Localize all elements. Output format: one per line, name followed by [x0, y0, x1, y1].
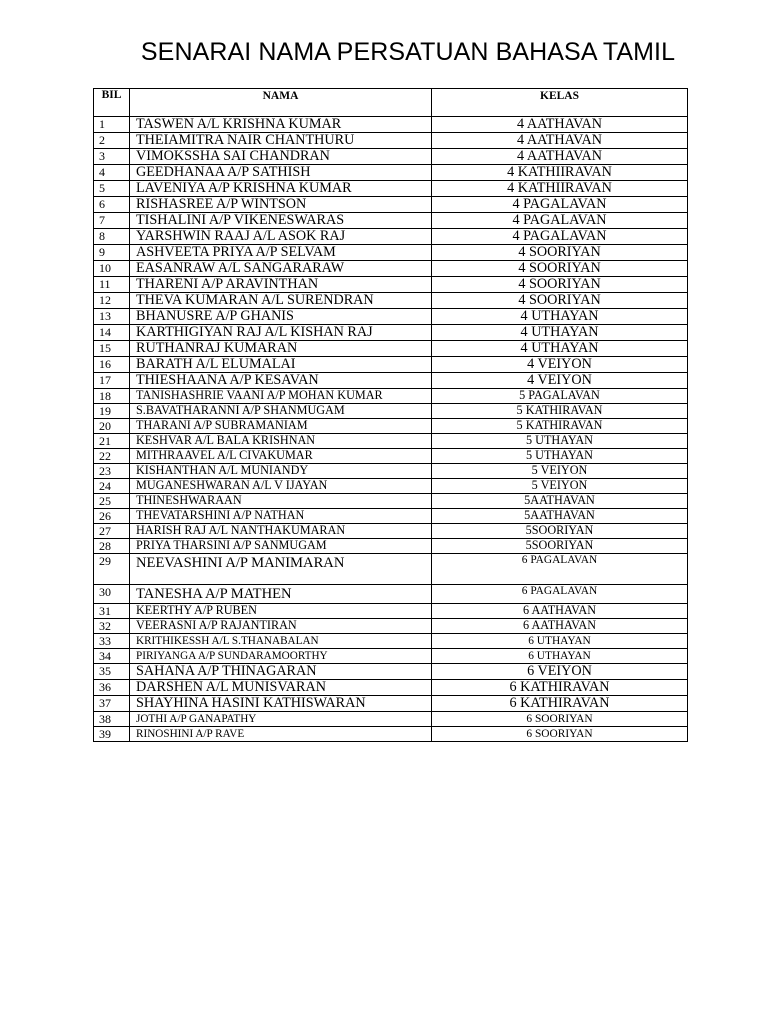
row-number: 4: [94, 165, 130, 181]
row-number: 24: [94, 479, 130, 494]
row-name: RINOSHINI A/P RAVE: [130, 727, 432, 742]
row-class: 5 UTHAYAN: [432, 434, 688, 449]
row-class: 5 VEIYON: [432, 464, 688, 479]
row-number: 3: [94, 149, 130, 165]
row-name: THINESHWARAAN: [130, 494, 432, 509]
row-name: KESHVAR A/L BALA KRISHNAN: [130, 434, 432, 449]
table-row: [94, 229, 688, 245]
header-nama: NAMA: [130, 89, 432, 117]
table-header-row: [94, 89, 688, 117]
row-number: 38: [94, 712, 130, 727]
table-row: [94, 649, 688, 664]
table-row: [94, 524, 688, 539]
row-name: YARSHWIN RAAJ A/L ASOK RAJ: [130, 229, 432, 245]
table-row: [94, 696, 688, 712]
row-class: 5 VEIYON: [432, 479, 688, 494]
table-row: [94, 419, 688, 434]
table-row: [94, 117, 688, 133]
row-number: 10: [94, 261, 130, 277]
table-row: [94, 325, 688, 341]
row-name: THEVA KUMARAN A/L SURENDRAN: [130, 293, 432, 309]
row-name: MUGANESHWARAN A/L V IJAYAN: [130, 479, 432, 494]
row-name: EASANRAW A/L SANGARARAW: [130, 261, 432, 277]
row-number: 18: [94, 389, 130, 404]
row-name: VEERASNI A/P RAJANTIRAN: [130, 619, 432, 634]
table-row: [94, 133, 688, 149]
row-number: 20: [94, 419, 130, 434]
row-name: VIMOKSSHA SAI CHANDRAN: [130, 149, 432, 165]
table-row: [94, 509, 688, 524]
row-number: 14: [94, 325, 130, 341]
table-row: [94, 357, 688, 373]
table-row: [94, 293, 688, 309]
row-class: 5AATHAVAN: [432, 494, 688, 509]
row-name: TANISHASHRIE VAANI A/P MOHAN KUMAR: [130, 389, 432, 404]
member-table: [93, 88, 688, 742]
row-class: 6 SOORIYAN: [432, 712, 688, 727]
row-number: 32: [94, 619, 130, 634]
row-name: THEIAMITRA NAIR CHANTHURU: [130, 133, 432, 149]
row-class: 6 KATHIRAVAN: [432, 696, 688, 712]
row-name: TANESHA A/P MATHEN: [130, 585, 432, 604]
row-name: THARENI A/P ARAVINTHAN: [130, 277, 432, 293]
row-name: TASWEN A/L KRISHNA KUMAR: [130, 117, 432, 133]
row-name: SHAYHINA HASINI KATHISWARAN: [130, 696, 432, 712]
table-row: [94, 554, 688, 585]
row-name: THEVATARSHINI A/P NATHAN: [130, 509, 432, 524]
row-number: 8: [94, 229, 130, 245]
row-number: 39: [94, 727, 130, 742]
table-body: [94, 117, 688, 742]
row-name: PIRIYANGA A/P SUNDARAMOORTHY: [130, 649, 432, 664]
row-class: 5 KATHIRAVAN: [432, 419, 688, 434]
row-name: GEEDHANAA A/P SATHISH: [130, 165, 432, 181]
row-name: RISHASREE A/P WINTSON: [130, 197, 432, 213]
row-number: 30: [94, 585, 130, 604]
table-row: [94, 434, 688, 449]
row-number: 1: [94, 117, 130, 133]
row-number: 23: [94, 464, 130, 479]
row-class: 4 SOORIYAN: [432, 261, 688, 277]
row-name: MITHRAAVEL A/L CIVAKUMAR: [130, 449, 432, 464]
table-row: [94, 449, 688, 464]
row-class: 4 UTHAYAN: [432, 325, 688, 341]
row-class: 4 SOORIYAN: [432, 277, 688, 293]
row-number: 33: [94, 634, 130, 649]
table-row: [94, 464, 688, 479]
row-name: BARATH A/L ELUMALAI: [130, 357, 432, 373]
row-class: 4 AATHAVAN: [432, 149, 688, 165]
row-number: 21: [94, 434, 130, 449]
row-number: 16: [94, 357, 130, 373]
row-number: 34: [94, 649, 130, 664]
table-row: [94, 634, 688, 649]
row-number: 9: [94, 245, 130, 261]
row-class: 5AATHAVAN: [432, 509, 688, 524]
row-number: 27: [94, 524, 130, 539]
row-name: KARTHIGIYAN RAJ A/L KISHAN RAJ: [130, 325, 432, 341]
row-class: 4 VEIYON: [432, 373, 688, 389]
page-title: SENARAI NAMA PERSATUAN BAHASA TAMIL: [140, 38, 676, 66]
row-class: 4 SOORIYAN: [432, 245, 688, 261]
row-class: 4 UTHAYAN: [432, 309, 688, 325]
row-class: 6 AATHAVAN: [432, 604, 688, 619]
row-name: DARSHEN A/L MUNISVARAN: [130, 680, 432, 696]
row-name: RUTHANRAJ KUMARAN: [130, 341, 432, 357]
table-row: [94, 619, 688, 634]
row-number: 22: [94, 449, 130, 464]
row-name: JOTHI A/P GANAPATHY: [130, 712, 432, 727]
row-class: 4 VEIYON: [432, 357, 688, 373]
row-name: KRITHIKESSH A/L S.THANABALAN: [130, 634, 432, 649]
row-number: 7: [94, 213, 130, 229]
table-row: [94, 245, 688, 261]
row-name: BHANUSRE A/P GHANIS: [130, 309, 432, 325]
row-number: 31: [94, 604, 130, 619]
row-class: 4 PAGALAVAN: [432, 213, 688, 229]
row-number: 36: [94, 680, 130, 696]
table-row: [94, 149, 688, 165]
row-class: 6 VEIYON: [432, 664, 688, 680]
table-row: [94, 341, 688, 357]
row-number: 15: [94, 341, 130, 357]
row-name: NEEVASHINI A/P MANIMARAN: [130, 554, 432, 585]
table-row: [94, 680, 688, 696]
row-name: THIESHAANA A/P KESAVAN: [130, 373, 432, 389]
row-class: 5SOORIYAN: [432, 539, 688, 554]
row-name: KEERTHY A/P RUBEN: [130, 604, 432, 619]
row-class: 4 KATHIIRAVAN: [432, 181, 688, 197]
row-number: 35: [94, 664, 130, 680]
row-class: 4 PAGALAVAN: [432, 229, 688, 245]
table-row: [94, 165, 688, 181]
row-class: 5 KATHIRAVAN: [432, 404, 688, 419]
row-class: 4 UTHAYAN: [432, 341, 688, 357]
row-number: 2: [94, 133, 130, 149]
header-bil: BIL: [94, 89, 130, 117]
row-class: 5 PAGALAVAN: [432, 389, 688, 404]
row-class: 6 KATHIRAVAN: [432, 680, 688, 696]
row-number: 19: [94, 404, 130, 419]
row-name: S.BAVATHARANNI A/P SHANMUGAM: [130, 404, 432, 419]
row-number: 6: [94, 197, 130, 213]
table-row: [94, 213, 688, 229]
table-row: [94, 494, 688, 509]
row-number: 11: [94, 277, 130, 293]
row-name: TISHALINI A/P VIKENESWARAS: [130, 213, 432, 229]
row-name: THARANI A/P SUBRAMANIAM: [130, 419, 432, 434]
row-name: HARISH RAJ A/L NANTHAKUMARAN: [130, 524, 432, 539]
row-class: 4 SOORIYAN: [432, 293, 688, 309]
table-row: [94, 197, 688, 213]
row-class: 6 UTHAYAN: [432, 649, 688, 664]
row-class: 4 AATHAVAN: [432, 133, 688, 149]
table-row: [94, 664, 688, 680]
row-number: 28: [94, 539, 130, 554]
table-row: [94, 712, 688, 727]
table-row: [94, 389, 688, 404]
row-name: LAVENIYA A/P KRISHNA KUMAR: [130, 181, 432, 197]
row-class: 6 UTHAYAN: [432, 634, 688, 649]
row-number: 29: [94, 554, 130, 585]
row-number: 25: [94, 494, 130, 509]
row-number: 5: [94, 181, 130, 197]
table-row: [94, 585, 688, 604]
row-class: 4 AATHAVAN: [432, 117, 688, 133]
row-number: 26: [94, 509, 130, 524]
row-class: 6 PAGALAVAN: [432, 554, 688, 585]
table-row: [94, 539, 688, 554]
row-class: 5 UTHAYAN: [432, 449, 688, 464]
row-name: KISHANTHAN A/L MUNIANDY: [130, 464, 432, 479]
table-row: [94, 261, 688, 277]
row-class: 4 KATHIIRAVAN: [432, 165, 688, 181]
row-name: PRIYA THARSINI A/P SANMUGAM: [130, 539, 432, 554]
table-row: [94, 604, 688, 619]
row-name: SAHANA A/P THINAGARAN: [130, 664, 432, 680]
table-row: [94, 181, 688, 197]
table-row: [94, 373, 688, 389]
table-row: [94, 727, 688, 742]
row-class: 5SOORIYAN: [432, 524, 688, 539]
table-row: [94, 277, 688, 293]
row-class: 6 SOORIYAN: [432, 727, 688, 742]
table-row: [94, 479, 688, 494]
table-row: [94, 309, 688, 325]
header-kelas: KELAS: [432, 89, 688, 117]
row-name: ASHVEETA PRIYA A/P SELVAM: [130, 245, 432, 261]
row-number: 13: [94, 309, 130, 325]
row-number: 12: [94, 293, 130, 309]
row-class: 4 PAGALAVAN: [432, 197, 688, 213]
row-class: 6 AATHAVAN: [432, 619, 688, 634]
row-number: 17: [94, 373, 130, 389]
row-number: 37: [94, 696, 130, 712]
row-class: 6 PAGALAVAN: [432, 585, 688, 604]
table-row: [94, 404, 688, 419]
